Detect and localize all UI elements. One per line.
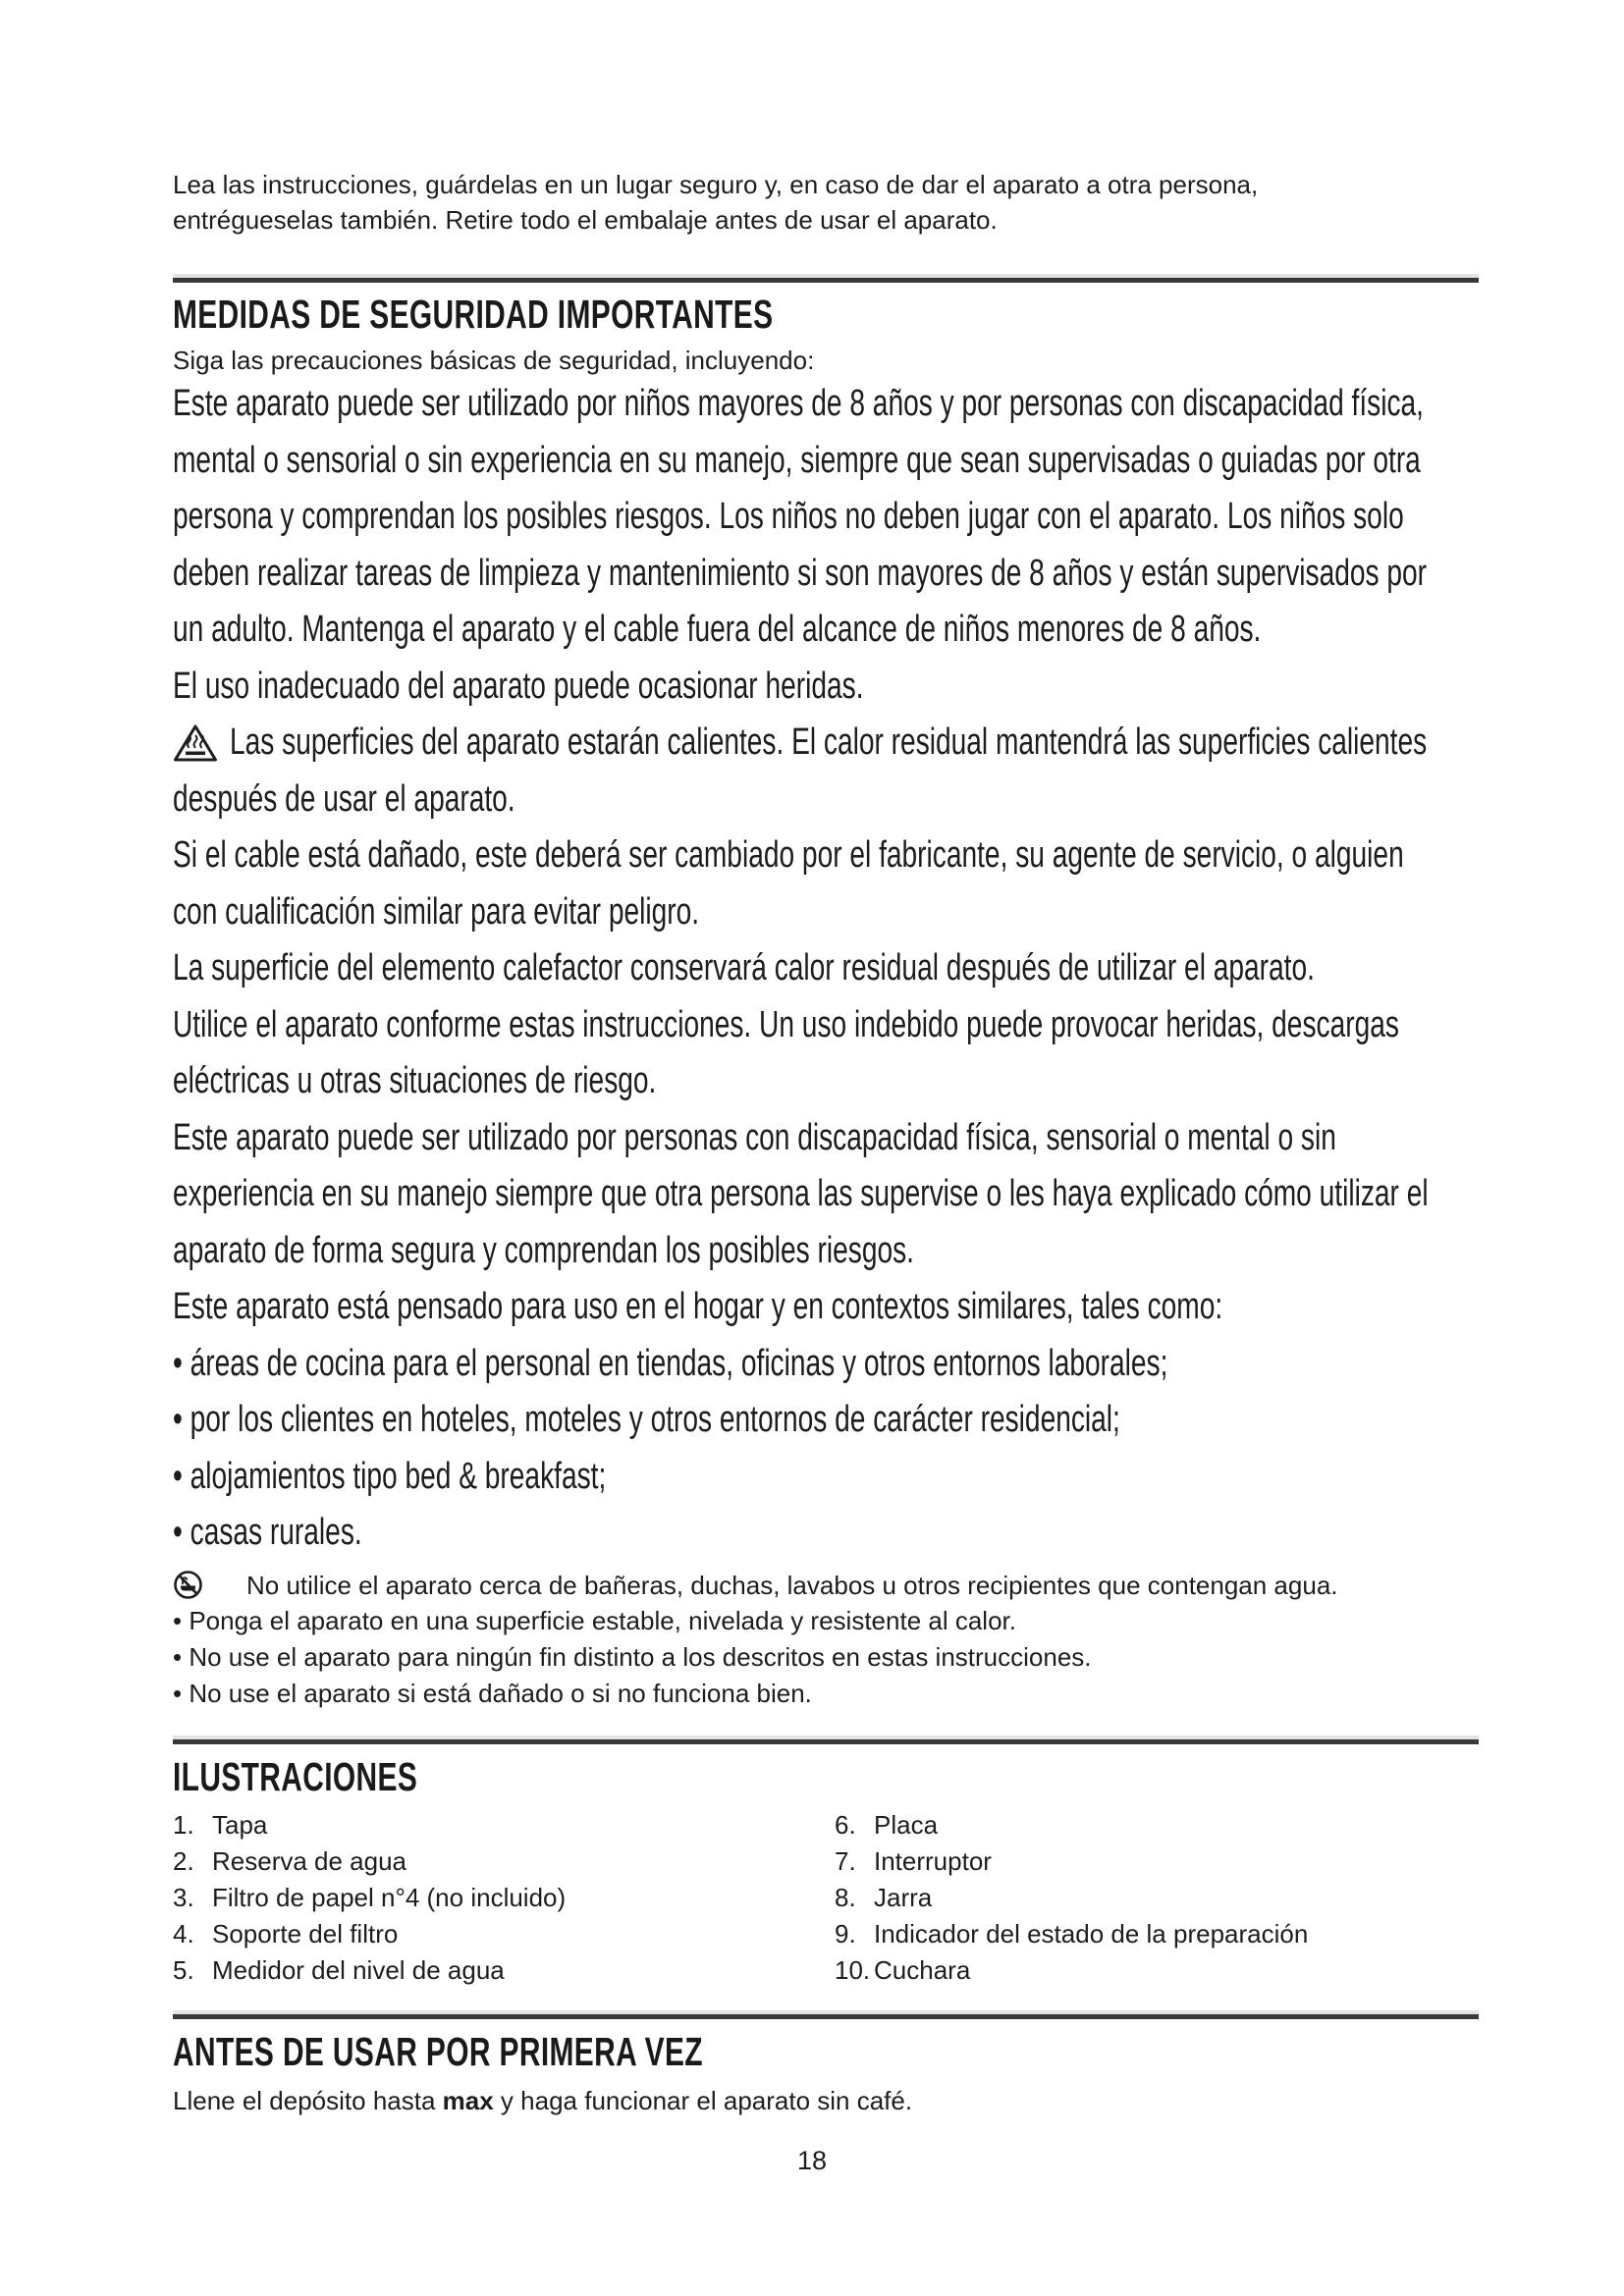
list-item [835, 1880, 1483, 1916]
item-number: 1. [173, 1810, 194, 1840]
item-label: Indicador del estado de la preparación [874, 1919, 1309, 1949]
item-label: Filtro de papel n°4 (no incluido) [212, 1883, 567, 1912]
hot-surface-icon [173, 723, 218, 763]
body-line: Utilice el aparato conforme estas instrucciones. Un uso indebido puede provocar heridas, descargas [173, 1003, 1399, 1045]
item-number: 2. [173, 1846, 194, 1876]
list-item [173, 1807, 801, 1843]
list-item [173, 1843, 801, 1880]
max-label: max [442, 2086, 494, 2115]
list-item [835, 1807, 1483, 1843]
item-label: Jarra [874, 1883, 933, 1912]
intro-line: Lea las instrucciones, guárdelas en un lugar seguro y, en caso de dar el aparato a otra persona, [173, 170, 1259, 199]
note-line-no-water [173, 1567, 1338, 1603]
body-line: Este aparato está pensado para uso en el hogar y en contextos similares, tales como: [173, 1286, 1223, 1327]
body-line: después de usar el aparato. [173, 777, 515, 820]
intro-line: entrégueselas también. Retire todo el embalaje antes de usar el aparato. [173, 205, 998, 235]
body-line: deben realizar tareas de limpieza y mantenimiento si son mayores de 8 años y están supervisados por [173, 552, 1428, 594]
body-line: Si el cable está dañado, este deberá ser cambiado por el fabricante, su agente de servicio, o alguien [173, 834, 1404, 876]
instruction-text: y haga funcionar el aparato sin café. [493, 2086, 913, 2115]
page-number: 18 [796, 2146, 828, 2175]
list-item [173, 1916, 801, 1952]
item-number: 5. [173, 1955, 194, 1985]
item-number: 4. [173, 1919, 194, 1949]
item-number: 6. [835, 1810, 856, 1840]
section-title-first-use: ANTES DE USAR POR PRIMERA VEZ [173, 2029, 703, 2074]
instruction-text: Llene el depósito hasta [173, 2086, 443, 2115]
item-label: Interruptor [874, 1846, 992, 1876]
section-divider [173, 2014, 1479, 2019]
section-title-safety: MEDIDAS DE SEGURIDAD IMPORTANTES [173, 292, 774, 337]
item-label: Medidor del nivel de agua [212, 1955, 505, 1985]
item-label: Reserva de agua [212, 1846, 407, 1876]
safety-notes [173, 1567, 1338, 1712]
bullet-item: • por los clientes en hoteles, moteles y otros entornos de carácter residencial; [173, 1399, 1120, 1440]
section-divider [173, 1739, 1479, 1744]
no-water-icon [173, 1570, 203, 1600]
safety-body [173, 376, 1624, 1562]
body-line: mental o sensorial o sin experiencia en su manejo, siempre que sean supervisadas o guiadas por otra [173, 439, 1421, 481]
body-line: Este aparato puede ser utilizado por niños mayores de 8 años y por personas con discapacidad física, [173, 383, 1424, 424]
body-line: aparato de forma segura y comprendan los posibles riesgos. [173, 1229, 914, 1271]
body-line: La superficie del elemento calefactor conservará calor residual después de utilizar el aparato. [173, 947, 1315, 988]
intro-paragraph [173, 167, 1258, 238]
item-number: 7. [835, 1846, 856, 1876]
list-item [835, 1916, 1483, 1952]
body-line: El uso inadecuado del aparato puede ocasionar heridas. [173, 665, 864, 707]
body-line: experiencia en su manejo siempre que otra persona las supervise o les haya explicado cómo utilizar el [173, 1173, 1429, 1214]
list-item [173, 1880, 801, 1916]
body-line-hot-surface [173, 715, 1624, 772]
item-number: 9. [835, 1919, 856, 1949]
safety-subtitle: Siga las precauciones básicas de seguridad, incluyendo: [173, 346, 815, 375]
body-line: un adulto. Mantenga el aparato y el cable fuera del alcance de niños menores de 8 años. [173, 609, 1262, 650]
item-label: Cuchara [874, 1955, 971, 1985]
item-number: 3. [173, 1883, 194, 1912]
note-line: • No use el aparato para ningún fin distinto a los descritos en estas instrucciones. [173, 1642, 1092, 1672]
first-use-instruction [173, 2083, 912, 2118]
illustrations-right-column [835, 1807, 1483, 1989]
body-line: persona y comprendan los posibles riesgos. Los niños no deben jugar con el aparato. Los niños solo [173, 496, 1404, 537]
section-title-illustrations: ILUSTRACIONES [173, 1754, 418, 1799]
body-line: Este aparato puede ser utilizado por personas con discapacidad física, sensorial o mental o sin [173, 1116, 1336, 1158]
illustrations-left-column [173, 1807, 801, 1989]
bullet-item: • áreas de cocina para el personal en tiendas, oficinas y otros entornos laborales; [173, 1342, 1168, 1384]
body-line: eléctricas u otras situaciones de riesgo. [173, 1060, 657, 1101]
item-label: Tapa [212, 1810, 268, 1840]
item-label: Placa [874, 1810, 939, 1840]
item-number: 8. [835, 1883, 856, 1912]
body-line: con cualificación similar para evitar peligro. [173, 890, 700, 933]
item-label: Soporte del filtro [212, 1919, 399, 1949]
item-number: 10. [835, 1955, 871, 1985]
note-line: • No use el aparato si está dañado o si no funciona bien. [173, 1679, 812, 1708]
body-line-text: Las superficies del aparato estarán calientes. El calor residual mantendrá las superficies calientes [230, 721, 1428, 763]
note-text: No utilice el aparato cerca de bañeras, duchas, lavabos u otros recipientes que contengan agua. [246, 1570, 1338, 1600]
bullet-item: • alojamientos tipo bed & breakfast; [173, 1455, 607, 1497]
bullet-item: • casas rurales. [173, 1512, 362, 1553]
list-item [835, 1843, 1483, 1880]
section-divider [173, 278, 1479, 283]
list-item [835, 1952, 1483, 1989]
list-item [173, 1952, 801, 1989]
note-line: • Ponga el aparato en una superficie estable, nivelada y resistente al calor. [173, 1606, 1016, 1635]
